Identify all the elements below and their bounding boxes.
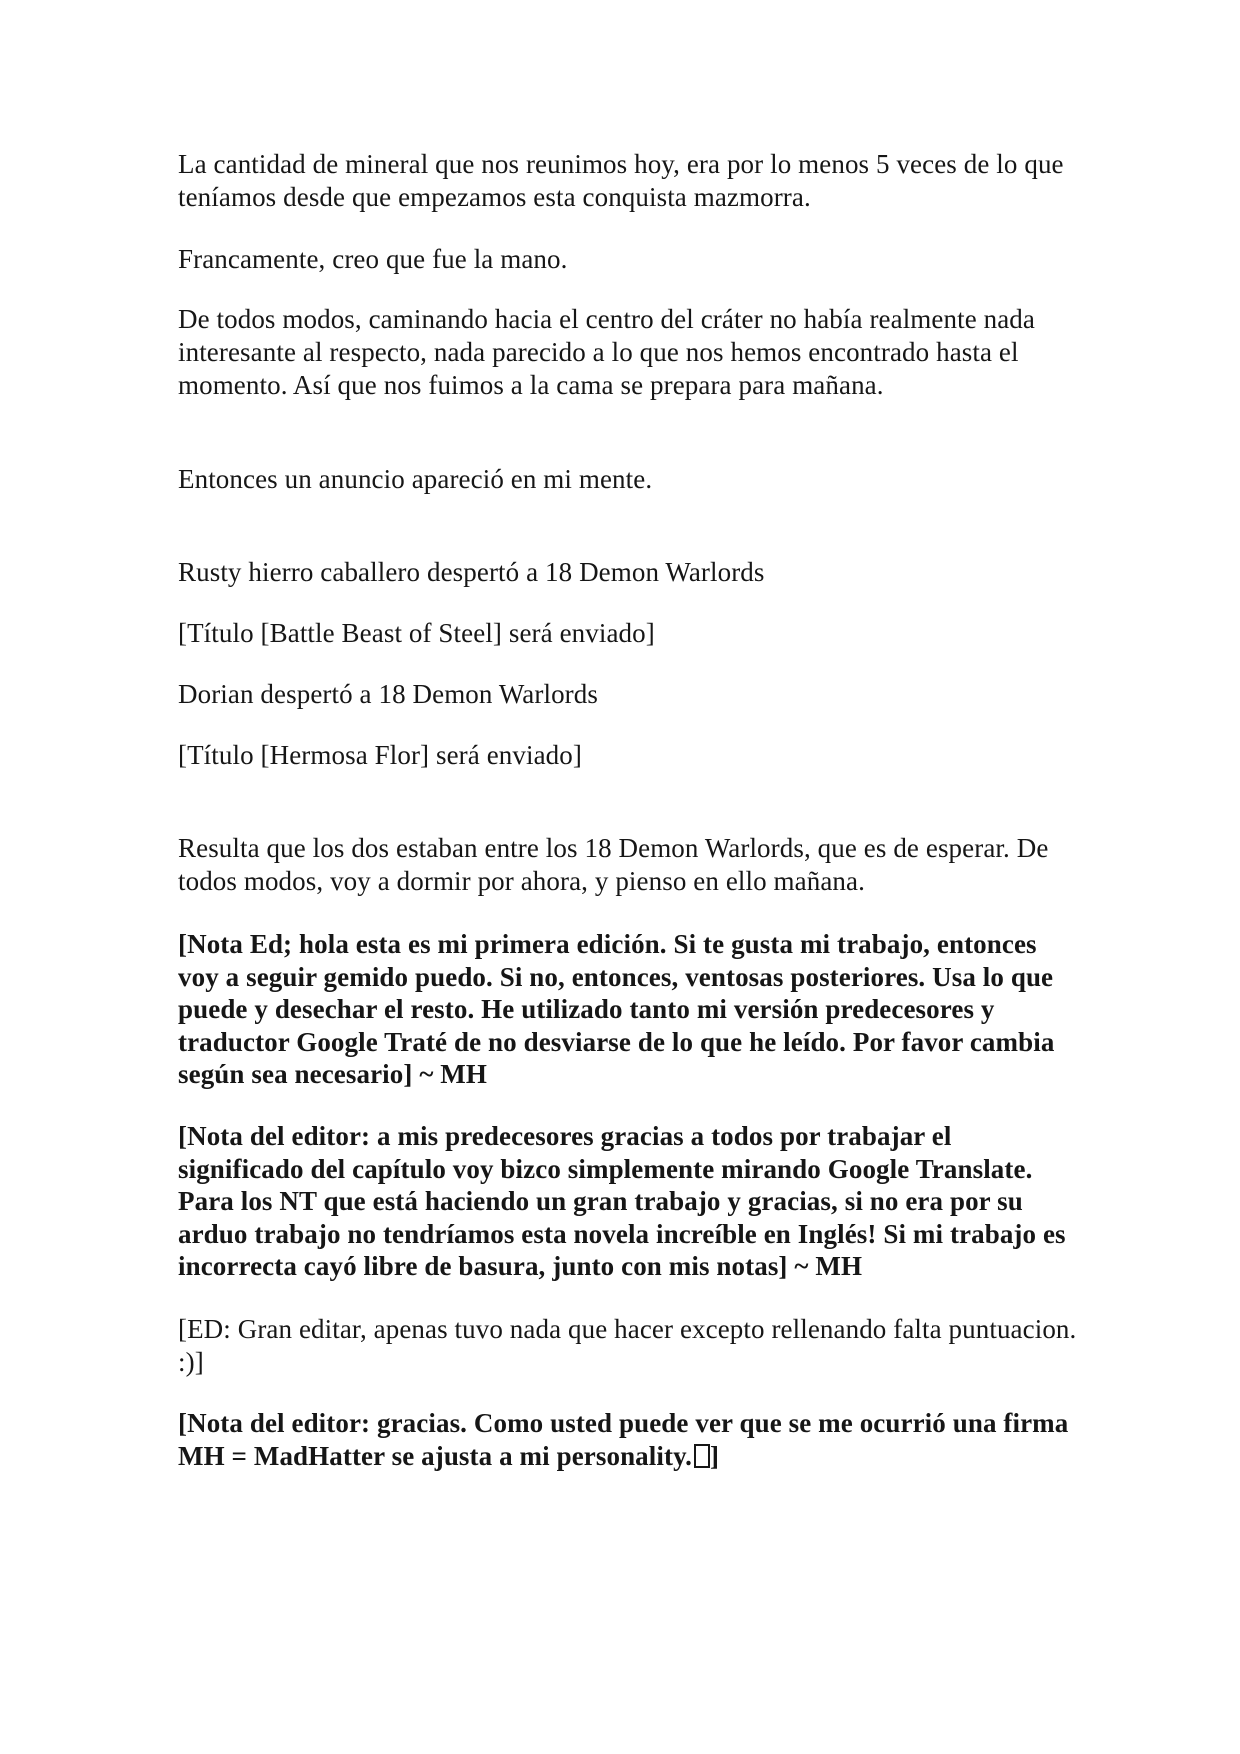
paragraph-dorian: Dorian despertó a 18 Demon Warlords bbox=[178, 679, 598, 709]
editor-note-signature bbox=[178, 1407, 1078, 1472]
paragraph-announcement: Entonces un anuncio apareció en mi mente. bbox=[178, 464, 653, 494]
paragraph-rusty-knight: Rusty hierro caballero despertó a 18 Demon Warlords bbox=[178, 557, 765, 587]
editor-note-great-edit: [ED: Gran editar, apenas tuvo nada que hacer excepto rellenando falta puntuacion. :)] bbox=[178, 1314, 1077, 1377]
paragraph-mineral-amount: La cantidad de mineral que nos reunimos hoy, era por lo menos 5 veces de lo que teníamos desde que empezamos esta conquista mazmorra. bbox=[178, 149, 1064, 212]
paragraph-crater-center: De todos modos, caminando hacia el centro del cráter no había realmente nada interesante al respecto, nada parecido a lo que nos hemos encontrado hasta el momento. Así que nos fuimos a la cama se prepara para mañana. bbox=[178, 304, 1035, 400]
editor-note-signature-close: ] bbox=[710, 1440, 720, 1471]
editor-note-signature-text: [Nota del editor: gracias. Como usted puede ver que se me ocurrió una firma MH = MadHatter se ajusta a mi personality. bbox=[178, 1408, 1069, 1471]
editor-note-first-edition: [Nota Ed; hola esta es mi primera edición. Si te gusta mi trabajo, entonces voy a seguir gemido puedo. Si no, entonces, ventosas posteriores. Usa lo que puede y desechar el resto. He utilizado tanto mi versión predecesores y traductor Google Traté de no desviarse de lo que he leído. Por favor cambia según sea necesario] ~ MH bbox=[178, 929, 1055, 1089]
missing-glyph-icon bbox=[694, 1444, 710, 1468]
paragraph-demon-warlords: Resulta que los dos estaban entre los 18 Demon Warlords, que es de esperar. De todos modos, voy a dormir por ahora, y pienso en ello mañana. bbox=[178, 833, 1049, 896]
paragraph-frankly: Francamente, creo que fue la mano. bbox=[178, 244, 568, 274]
paragraph-title-battle-beast: [Título [Battle Beast of Steel] será enviado] bbox=[178, 618, 655, 648]
editor-note-predecessors: [Nota del editor: a mis predecesores gracias a todos por trabajar el significado del capítulo voy bizco simplemente mirando Google Translate. Para los NT que está haciendo un gran trabajo y gracias, si no era por su arduo trabajo no tendríamos esta novela increíble en Inglés! Si mi trabajo es incorrecta cayó libre de basura, junto con mis notas] ~ MH bbox=[178, 1121, 1066, 1281]
paragraph-title-hermosa-flor: [Título [Hermosa Flor] será enviado] bbox=[178, 740, 582, 770]
